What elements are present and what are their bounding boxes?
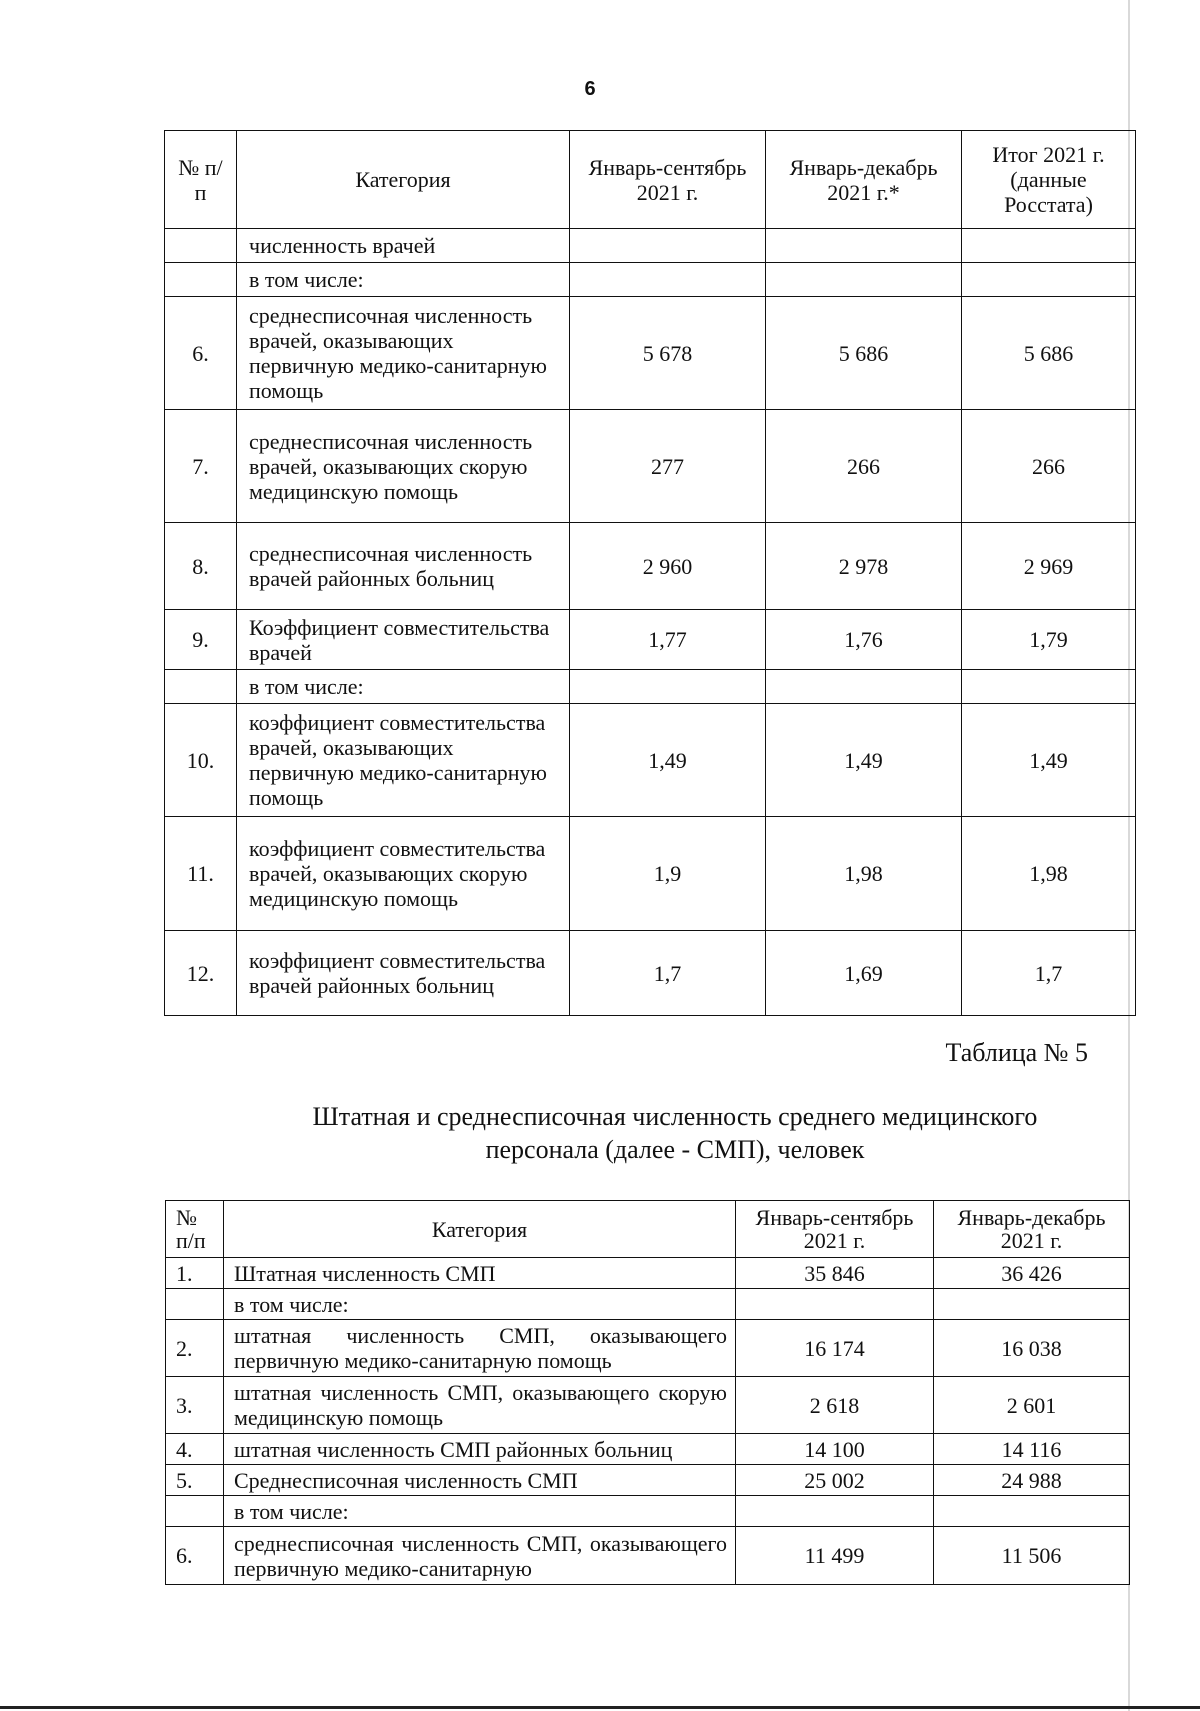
row-num: 12. xyxy=(165,931,237,1016)
row-num: 8. xyxy=(165,523,237,610)
table-row xyxy=(165,523,1136,610)
row-total: 5 686 xyxy=(962,297,1136,410)
row-jan-sep: 1,77 xyxy=(570,610,766,670)
table-row xyxy=(166,1258,1130,1289)
row-num: 4. xyxy=(166,1434,224,1465)
table-row xyxy=(166,1496,1130,1527)
header-total: Итог 2021 г. (данные Росстата) xyxy=(962,131,1136,229)
row-num xyxy=(166,1289,224,1320)
row-category: штатная численность СМП, оказывающего скорую медицинскую помощь xyxy=(224,1377,736,1434)
row-category: коэффициент совместительства врачей районных больниц xyxy=(237,931,570,1016)
row-num: 9. xyxy=(165,610,237,670)
row-category: коэффициент совместительства врачей, оказывающих скорую медицинскую помощь xyxy=(237,817,570,931)
row-num: 6. xyxy=(165,297,237,410)
row-jan-sep: 14 100 xyxy=(736,1434,934,1465)
row-num: 10. xyxy=(165,704,237,817)
table-row xyxy=(165,229,1136,263)
row-category: штатная численность СМП районных больниц xyxy=(224,1434,736,1465)
row-jan-sep: 2 960 xyxy=(570,523,766,610)
row-category: среднесписочная численность врачей, оказывающих скорую медицинскую помощь xyxy=(237,410,570,523)
row-jan-dec xyxy=(766,229,962,263)
row-jan-sep: 2 618 xyxy=(736,1377,934,1434)
row-category: в том числе: xyxy=(237,263,570,297)
row-total: 1,98 xyxy=(962,817,1136,931)
table-row xyxy=(165,297,1136,410)
row-category: штатная численность СМП, оказывающего первичную медико-санитарную помощь xyxy=(224,1320,736,1377)
table-title: Штатная и среднесписочная численность среднего медицинского персонала (далее - СМП), человек xyxy=(312,1102,1038,1164)
scan-edge-bottom xyxy=(0,1706,1200,1709)
row-num: 11. xyxy=(165,817,237,931)
row-category: численность врачей xyxy=(237,229,570,263)
row-jan-sep xyxy=(570,263,766,297)
header-num: № п/п xyxy=(166,1201,224,1258)
row-category: среднесписочная численность врачей районных больниц xyxy=(237,523,570,610)
row-total: 1,79 xyxy=(962,610,1136,670)
table-row xyxy=(166,1527,1130,1585)
doctors-table xyxy=(164,130,1136,1016)
row-jan-sep: 5 678 xyxy=(570,297,766,410)
row-jan-dec: 266 xyxy=(766,410,962,523)
row-total xyxy=(962,229,1136,263)
row-jan-dec: 36 426 xyxy=(934,1258,1130,1289)
header-jan-sep: Январь-сентябрь 2021 г. xyxy=(570,131,766,229)
row-jan-dec: 5 686 xyxy=(766,297,962,410)
row-num: 6. xyxy=(166,1527,224,1585)
row-jan-sep: 1,9 xyxy=(570,817,766,931)
table-row xyxy=(165,263,1136,297)
row-jan-sep: 1,7 xyxy=(570,931,766,1016)
row-category: Коэффициент совместительства врачей xyxy=(237,610,570,670)
row-num xyxy=(166,1496,224,1527)
nurses-table xyxy=(165,1200,1130,1585)
row-jan-sep: 25 002 xyxy=(736,1465,934,1496)
table-row xyxy=(166,1289,1130,1320)
table-row xyxy=(165,704,1136,817)
row-num xyxy=(165,263,237,297)
row-jan-dec: 1,69 xyxy=(766,931,962,1016)
row-category: в том числе: xyxy=(224,1289,736,1320)
row-category: среднесписочная численность врачей, оказывающих первичную медико-санитарную помощь xyxy=(237,297,570,410)
page-number: 6 xyxy=(584,78,596,100)
row-jan-sep: 35 846 xyxy=(736,1258,934,1289)
row-num xyxy=(165,229,237,263)
row-jan-dec: 16 038 xyxy=(934,1320,1130,1377)
table-row xyxy=(166,1465,1130,1496)
row-jan-sep: 277 xyxy=(570,410,766,523)
row-category: в том числе: xyxy=(237,670,570,704)
table-row xyxy=(165,931,1136,1016)
row-jan-sep xyxy=(736,1496,934,1527)
row-jan-dec: 24 988 xyxy=(934,1465,1130,1496)
row-jan-sep: 16 174 xyxy=(736,1320,934,1377)
row-jan-dec: 14 116 xyxy=(934,1434,1130,1465)
header-jan-sep: Январь-сентябрь 2021 г. xyxy=(736,1201,934,1258)
row-total xyxy=(962,670,1136,704)
row-total: 1,7 xyxy=(962,931,1136,1016)
row-num: 5. xyxy=(166,1465,224,1496)
row-category: Среднесписочная численность СМП xyxy=(224,1465,736,1496)
table-row xyxy=(165,817,1136,931)
row-jan-dec: 1,76 xyxy=(766,610,962,670)
row-jan-sep xyxy=(570,670,766,704)
row-jan-dec xyxy=(934,1289,1130,1320)
row-total: 2 969 xyxy=(962,523,1136,610)
row-num: 7. xyxy=(165,410,237,523)
row-total: 1,49 xyxy=(962,704,1136,817)
table-row xyxy=(165,410,1136,523)
row-category: Штатная численность СМП xyxy=(224,1258,736,1289)
row-jan-dec xyxy=(934,1496,1130,1527)
row-category: среднесписочная численность СМП, оказывающего первичную медико-санитарную xyxy=(224,1527,736,1585)
table-caption: Таблица № 5 xyxy=(945,1038,1088,1067)
row-num xyxy=(165,670,237,704)
row-jan-sep: 1,49 xyxy=(570,704,766,817)
row-jan-dec: 11 506 xyxy=(934,1527,1130,1585)
row-num: 1. xyxy=(166,1258,224,1289)
row-category: в том числе: xyxy=(224,1496,736,1527)
row-category: коэффициент совместительства врачей, оказывающих первичную медико-санитарную помощь xyxy=(237,704,570,817)
row-jan-sep: 11 499 xyxy=(736,1527,934,1585)
header-num: № п/п xyxy=(165,131,237,229)
row-jan-sep xyxy=(570,229,766,263)
table-row xyxy=(166,1434,1130,1465)
header-jan-dec: Январь-декабрь 2021 г.* xyxy=(766,131,962,229)
header-category: Категория xyxy=(237,131,570,229)
header-category: Категория xyxy=(224,1201,736,1258)
row-jan-dec: 1,98 xyxy=(766,817,962,931)
row-num: 2. xyxy=(166,1320,224,1377)
table-row xyxy=(165,610,1136,670)
table-row xyxy=(166,1320,1130,1377)
row-jan-dec xyxy=(766,670,962,704)
table-header-row xyxy=(166,1201,1130,1258)
header-jan-dec: Январь-декабрь 2021 г. xyxy=(934,1201,1130,1258)
row-total xyxy=(962,263,1136,297)
row-num: 3. xyxy=(166,1377,224,1434)
row-jan-dec xyxy=(766,263,962,297)
table-row xyxy=(165,670,1136,704)
row-total: 266 xyxy=(962,410,1136,523)
table-row xyxy=(166,1377,1130,1434)
table-header-row xyxy=(165,131,1136,229)
row-jan-dec: 1,49 xyxy=(766,704,962,817)
row-jan-dec: 2 601 xyxy=(934,1377,1130,1434)
row-jan-dec: 2 978 xyxy=(766,523,962,610)
row-jan-sep xyxy=(736,1289,934,1320)
